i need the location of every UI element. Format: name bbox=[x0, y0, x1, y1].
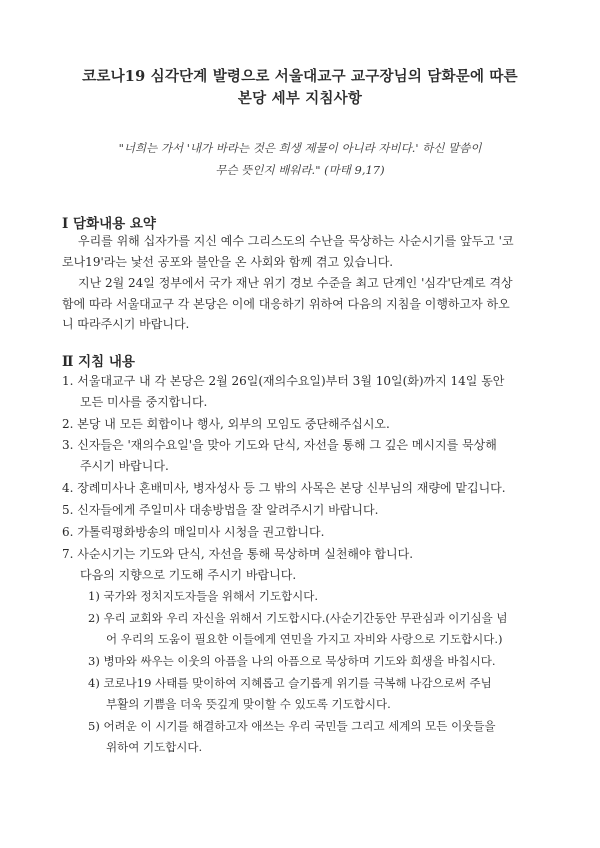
title-line-2: 본당 세부 지침사항 bbox=[237, 90, 363, 107]
subitem-number: 4) bbox=[88, 676, 100, 690]
prayer-intention-continuation: 어 우리의 도움이 필요한 이들에게 연민을 가지고 자비와 사랑으로 기도합시다.) bbox=[106, 632, 503, 646]
item-text: 서울대교구 내 각 본당은 2월 26일(재의수요일)부터 3월 10일(화)까지 14일 동안 bbox=[77, 374, 505, 388]
paragraph-line: 니 따라주시기 바랍니다. bbox=[62, 317, 190, 331]
subitem-text: 국가와 정치지도자들을 위해서 기도합시다. bbox=[103, 589, 319, 603]
item-number: 1. bbox=[62, 374, 74, 388]
title-line-1: 코로나19 심각단계 발령으로 서울대교구 교구장님의 담화문에 따른 bbox=[82, 68, 518, 85]
paragraph-line: 지난 2월 24일 정부에서 국가 재난 위기 경보 수준을 최고 단계인 '심각'단계로 격상 bbox=[78, 276, 513, 290]
item-number: 2. bbox=[62, 417, 74, 431]
paragraph-line: 함에 따라 서울대교구 각 본당은 이에 대응하기 위하여 다음의 지침을 이행하고자 하오 bbox=[62, 296, 510, 311]
guideline-item bbox=[62, 436, 497, 453]
subitem-text: 우리 교회와 우리 자신을 위해서 기도합시다.(사순기간동안 무관심과 이기심을 넘 bbox=[103, 611, 508, 625]
section-1-paragraph-1 bbox=[62, 231, 540, 272]
prayer-intention bbox=[88, 675, 492, 691]
item-number: 5. bbox=[62, 503, 74, 517]
item-text: 본당 내 모든 회합이나 행사, 외부의 모임도 중단해주십시오. bbox=[77, 417, 390, 431]
item-text: 신자들에게 주일미사 대송방법을 잘 알려주시기 바랍니다. bbox=[77, 503, 379, 517]
subitem-number: 3) bbox=[88, 654, 100, 668]
guideline-item bbox=[62, 415, 390, 432]
subitem-number: 1) bbox=[88, 589, 100, 603]
subitem-number: 5) bbox=[88, 719, 100, 733]
item-text: 가톨릭평화방송의 매일미사 시청을 권고합니다. bbox=[77, 525, 325, 539]
paragraph-line: 우리를 위해 십자가를 지신 예수 그리스도의 수난을 묵상하는 사순시기를 앞두고 '코 bbox=[78, 234, 514, 248]
prayer-intention-continuation: 위하여 기도합시다. bbox=[106, 740, 203, 754]
document-title bbox=[0, 66, 600, 110]
guideline-item bbox=[62, 479, 506, 496]
guideline-item-continuation: 모든 미사를 중지합니다. bbox=[80, 395, 208, 409]
item-number: 4. bbox=[62, 481, 74, 495]
guideline-item bbox=[62, 372, 504, 389]
guideline-item bbox=[62, 523, 324, 540]
guideline-item bbox=[62, 501, 378, 518]
subitem-text: 코로나19 사태를 맞이하여 지혜롭고 슬기롭게 위기를 극복해 나감으로써 주님 bbox=[103, 676, 492, 690]
guideline-item-continuation: 다음의 지향으로 기도해 주시기 바랍니다. bbox=[80, 568, 297, 582]
prayer-intention bbox=[88, 588, 318, 604]
quote-line-1: "너희는 가서 '내가 바라는 것은 희생 제물이 아니라 자비다.' 하신 말씀이 bbox=[118, 141, 482, 155]
item-number: 7. bbox=[62, 547, 74, 561]
quote-line-2: 무슨 뜻인지 배워라." (마태 9,17) bbox=[215, 163, 385, 177]
subitem-number: 2) bbox=[88, 611, 100, 625]
section-2-heading: Ⅱ 지침 내용 bbox=[62, 354, 135, 370]
item-number: 6. bbox=[62, 525, 74, 539]
prayer-intention bbox=[88, 718, 496, 734]
subitem-text: 병마와 싸우는 이웃의 아픔을 나의 아픔으로 묵상하며 기도와 희생을 바칩시다. bbox=[103, 654, 496, 668]
prayer-intention bbox=[88, 653, 496, 669]
section-1-heading: Ⅰ 담화내용 요약 bbox=[62, 216, 156, 232]
scripture-quote bbox=[0, 137, 600, 181]
guideline-item bbox=[62, 545, 413, 562]
paragraph-line: 로나19'라는 낯선 공포와 불안을 온 사회와 함께 겪고 있습니다. bbox=[62, 254, 394, 269]
item-text: 신자들은 '재의수요일'을 맞아 기도와 단식, 자선을 통해 그 깊은 메시지를 묵상해 bbox=[77, 438, 497, 452]
item-text: 장례미사나 혼배미사, 병자성사 등 그 밖의 사목은 본당 신부님의 재량에 맡깁니다. bbox=[77, 481, 506, 495]
prayer-intention-continuation: 부활의 기쁨을 더욱 뜻깊게 맞이할 수 있도록 기도합시다. bbox=[106, 697, 391, 711]
section-1-paragraph-2 bbox=[62, 273, 540, 335]
item-text: 사순시기는 기도와 단식, 자선을 통해 묵상하며 실천해야 합니다. bbox=[77, 547, 414, 561]
subitem-text: 어려운 이 시기를 해결하고자 애쓰는 우리 국민들 그리고 세계의 모든 이웃들을 bbox=[103, 719, 496, 733]
item-number: 3. bbox=[62, 438, 74, 452]
guideline-item-continuation: 주시기 바랍니다. bbox=[80, 459, 169, 473]
prayer-intention bbox=[88, 610, 507, 626]
